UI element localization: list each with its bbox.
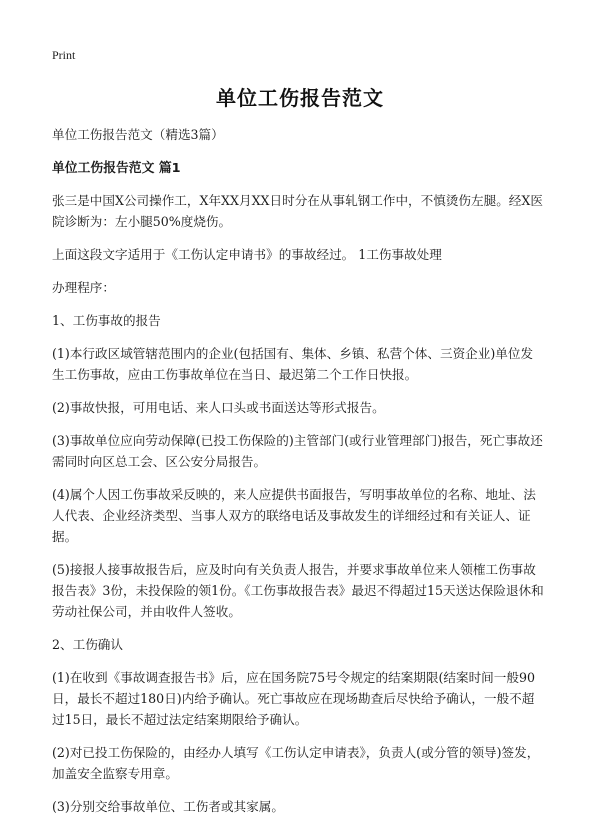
paragraph-report-5: (5)接报人接事故报告后，应及时向有关负责人报告，并要求事故单位来人领榷工伤事故报告表》3份，未投保险的领1份。《工伤事故报告表》最迟不得超过15天送达保险退休和劳动社保公司，并由收件人签收。 (52, 562, 544, 619)
paragraph-report-1: (1)本行政区域管辖范围内的企业(包括国有、集体、乡镇、私营个体、三资企业)单位发生工伤事故，应由工伤事故单位在当日、最迟第二个工作日快报。 (52, 346, 534, 382)
paragraph-confirm-2: (2)对已投工伤保险的，由经办人填写《工伤认定申请表》，负责人(或分管的领导)签发，加盖安全监察专用章。 (52, 745, 540, 781)
paragraph-report-2: (2)事故快报，可用电话、来人口头或书面送达等形式报告。 (52, 400, 385, 415)
subheading-report: 1、工伤事故的报告 (52, 313, 161, 328)
print-label: Print (52, 48, 76, 62)
document-body (52, 124, 544, 829)
section-heading: 单位工伤报告范文 篇1 (52, 161, 181, 176)
paragraph-usage-note: 上面这段文字适用于《工伤认定申请书》的事故经过。 1工伤事故处理 (52, 247, 442, 262)
paragraph-incident: 张三是中国X公司操作工，X年XX月XX日时分在从事轧钢工作中，不慎烫伤左腿。经X医院诊断为：左小腿50%度烧伤。 (52, 193, 543, 229)
subheading-confirmation: 2、工伤确认 (52, 637, 123, 652)
paragraph-report-4: (4)属个人因工伤事故采反映的，来人应提供书面报告，写明事故单位的名称、地址、法人代表、企业经济类型、当事人双方的联络电话及事故发生的详细经过和有关证人、证据。 (52, 487, 536, 544)
paragraph-procedure-label: 办理程序： (52, 280, 115, 295)
paragraph-confirm-1: (1)在收到《事故调查报告书》后，应在国务院75号令规定的结案期限(结案时间一般90日，最长不超过180日)内给予确认。死亡事故应在现场勘查后尽快给予确认，一般不超过15日，最长不超过法定结案期限给予确认。 (52, 670, 535, 727)
paragraph-report-3: (3)事故单位应向劳动保障(已投工伤保险的)主管部门(或行业管理部门)报告，死亡事故还需同时向区总工会、区公安分局报告。 (52, 433, 543, 469)
page-title: 单位工伤报告范文 (216, 86, 384, 110)
document-subtitle: 单位工伤报告范文（精选3篇） (52, 127, 224, 142)
paragraph-confirm-3: (3)分别交给事故单位、工伤者或其家属。 (52, 799, 284, 814)
